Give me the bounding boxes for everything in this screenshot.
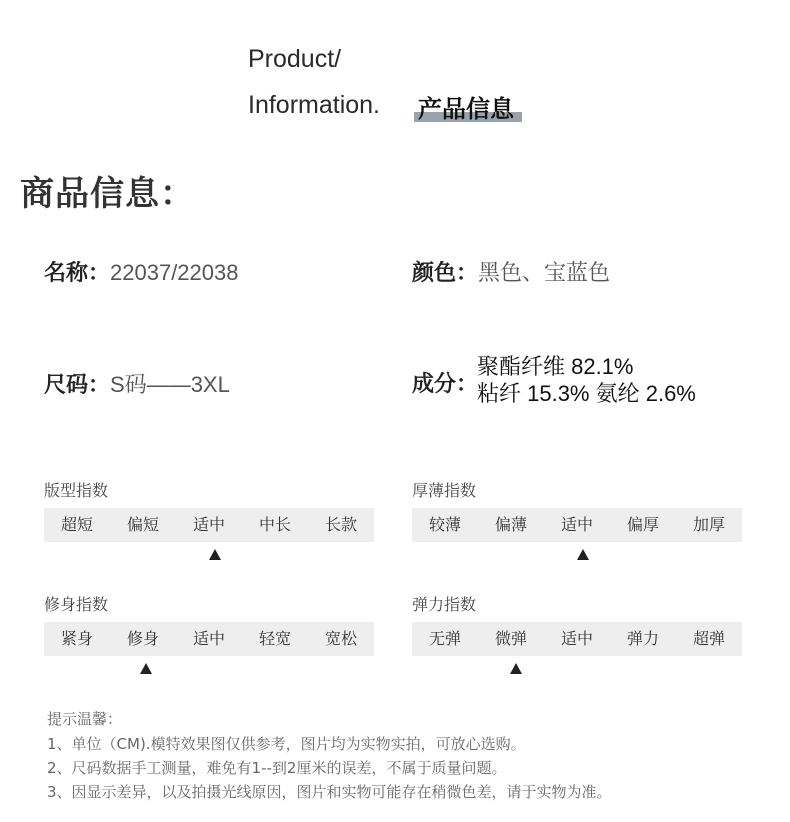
elastic-option: 弹力: [626, 629, 659, 648]
header-title-en-line2: Information.: [248, 91, 381, 119]
tips-title: 提示温馨：: [47, 710, 123, 728]
fit-option: 偏短: [126, 515, 159, 534]
fit-option: 长款: [324, 515, 357, 534]
name-value: 22037/22038: [110, 260, 239, 285]
fit-selected-marker-icon: [209, 549, 221, 560]
info-name: [44, 256, 238, 287]
elastic-index-title: 弹力指数: [412, 595, 477, 614]
slim-index-bar: [44, 622, 374, 656]
size-value: S码——3XL: [110, 372, 230, 397]
section-title: 商品信息：: [20, 174, 195, 214]
slim-index-title: 修身指数: [44, 595, 109, 614]
tips-line-3: 3、因显示差异，以及拍摄光线原因，图片和实物可能存在稍微色差，请于实物为准。: [47, 783, 612, 801]
fit-option-selected: 适中: [192, 515, 225, 534]
info-composition-label-wrap: [412, 367, 478, 398]
thickness-selected-marker-icon: [577, 549, 589, 560]
name-label: 名称：: [44, 261, 111, 286]
fit-index-bar: [44, 508, 374, 542]
thickness-option: 偏厚: [626, 515, 659, 534]
slim-option: 适中: [192, 629, 225, 648]
elastic-selected-marker-icon: [510, 663, 522, 674]
slim-option: 轻宽: [258, 629, 291, 648]
thickness-option: 偏薄: [494, 515, 527, 534]
tips-line-1: 1、单位（CM).模特效果图仅供参考，图片均为实物实拍，可放心选购。: [47, 735, 526, 753]
fit-option: 超短: [60, 515, 93, 534]
elastic-option: 无弹: [428, 629, 461, 648]
slim-option-selected: 修身: [126, 629, 159, 648]
elastic-option: 适中: [560, 629, 593, 648]
fit-option: 中长: [258, 515, 291, 534]
thickness-index-title: 厚薄指数: [412, 481, 477, 500]
size-label: 尺码：: [44, 373, 111, 398]
color-value: 黑色、宝蓝色: [478, 260, 611, 285]
header-title-cn: [418, 89, 514, 124]
composition-line1: 聚酯纤维 82.1%: [477, 354, 634, 379]
composition-line2: 粘纤 15.3% 氨纶 2.6%: [477, 381, 696, 406]
elastic-option-selected: 微弹: [494, 629, 527, 648]
header-title-en-line1: Product/: [248, 45, 342, 73]
slim-option: 紧身: [60, 629, 93, 648]
composition-value: [477, 353, 696, 407]
fit-index-title: 版型指数: [44, 481, 109, 500]
thickness-option: 加厚: [692, 515, 725, 534]
thickness-index-bar: [412, 508, 742, 542]
header-title-cn-text: 产品信息: [418, 95, 514, 123]
elastic-option: 超弹: [692, 629, 725, 648]
slim-selected-marker-icon: [140, 663, 152, 674]
info-color: [412, 256, 610, 287]
elastic-index-bar: [412, 622, 742, 656]
info-size: [44, 368, 230, 399]
color-label: 颜色：: [412, 261, 479, 286]
composition-label: 成分：: [412, 372, 479, 397]
thickness-option: 较薄: [428, 515, 461, 534]
thickness-option-selected: 适中: [560, 515, 593, 534]
tips-line-2: 2、尺码数据手工测量，难免有1--到2厘米的误差，不属于质量问题。: [47, 759, 507, 777]
slim-option: 宽松: [324, 629, 357, 648]
